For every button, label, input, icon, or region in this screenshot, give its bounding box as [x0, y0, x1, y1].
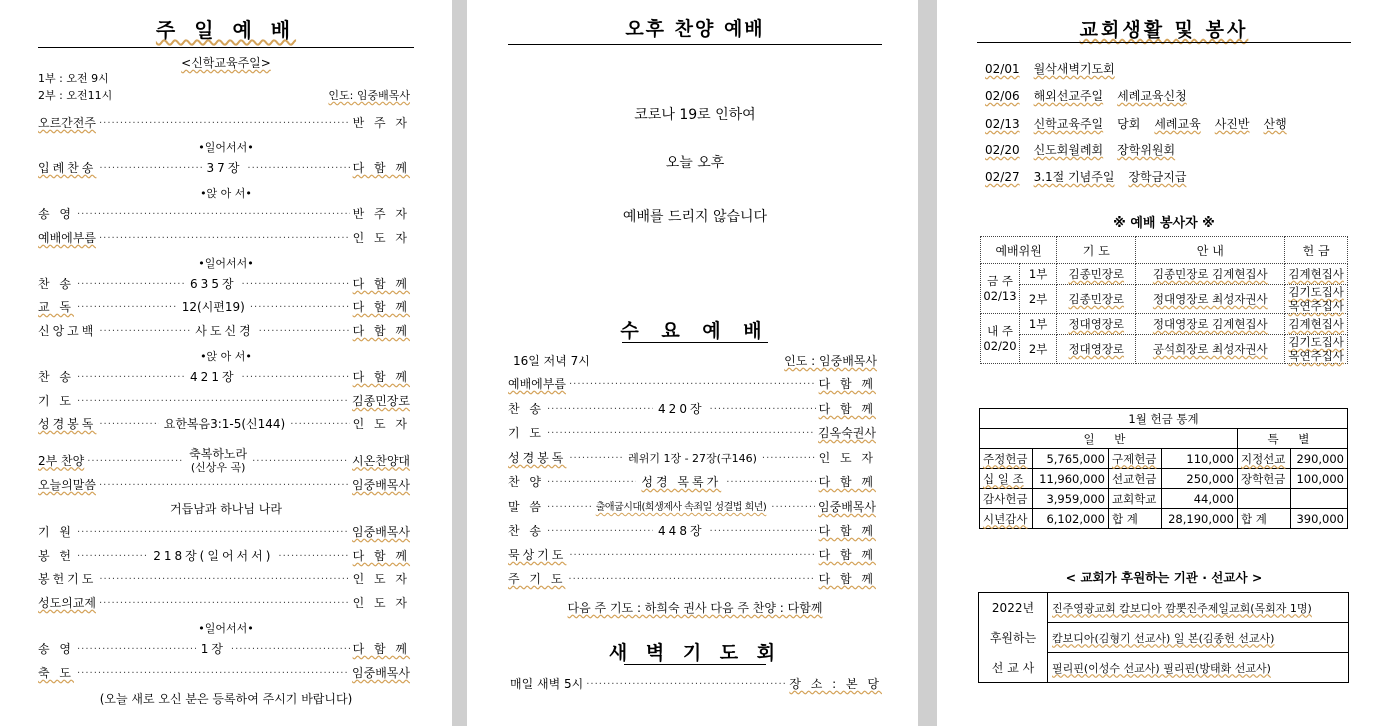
vol-header: 예배위원: [981, 237, 1057, 264]
table-row: [980, 449, 1348, 469]
order-item: 봉헌기도 ····· 인 도 자: [38, 572, 410, 587]
table-row: [980, 489, 1348, 509]
offering-cell: [1291, 489, 1348, 509]
offering-cell: 100,000: [1291, 469, 1348, 489]
posture-sit: •앉 아 서•: [200, 350, 252, 363]
order-item: 오르간전주 ····· 반 주 자: [38, 116, 410, 131]
offering-cell: 십 일 조: [980, 469, 1033, 489]
service-time-1: 1부 : 오전 9시: [38, 72, 109, 85]
order-item: 성경봉독 ····· 레위기 1장 - 27장(구146) ····· 인 도 자: [508, 451, 876, 466]
volunteers-table: [980, 236, 1348, 364]
title-rule: [977, 42, 1351, 43]
vol-cell: 2부: [1020, 285, 1057, 314]
table-row: [979, 653, 1349, 683]
offering-cell: 6,102,000: [1033, 509, 1109, 529]
vol-cell: 김기도집사 목연주집사: [1285, 335, 1348, 364]
special-header: 특 별: [1237, 429, 1347, 449]
wednesday-time: 16일 저녁 7시: [513, 354, 590, 368]
service-time-2: 2부 : 오전11시: [38, 89, 113, 102]
vol-cell: 김종민장로 김계현집사: [1136, 264, 1285, 285]
volunteers-title: ※ 예배 봉사자 ※: [1113, 216, 1215, 231]
support-text: 필리핀(이성수 선교사) 필리핀(방태화 선교사): [1048, 653, 1349, 683]
dawn-info: 매일 새벽 5시 ····· 장 소 : 본 당: [510, 677, 882, 692]
support-text: 진주영광교회 캄보디아 깜뽓진주제일교회(목회자 1명): [1048, 593, 1349, 623]
vol-cell: 2부: [1020, 335, 1057, 364]
offering-cell: 교회학교: [1108, 489, 1161, 509]
offering-cell: 44,000: [1162, 489, 1238, 509]
order-item: 찬 양 ····· 성경 목록가 ····· 다 함 께: [508, 475, 876, 490]
title-rule: [508, 44, 882, 45]
wednesday-leader: 인도 : 임중배목사: [784, 354, 877, 368]
table-row: [979, 623, 1349, 653]
vol-cell: 1부: [1020, 264, 1057, 285]
order-item: 성도의교제 ····· 인 도 자: [38, 596, 410, 611]
offering-cell: 구제헌금: [1108, 449, 1161, 469]
vol-cell: 정대영장로 최성자권사: [1136, 285, 1285, 314]
vol-cell: 정대영장로 김계현집사: [1136, 314, 1285, 335]
vol-header: 기 도: [1057, 237, 1136, 264]
offering-cell: [1237, 489, 1290, 509]
offering-cell: 110,000: [1162, 449, 1238, 469]
vol-cell: 공석희장로 최성자권사: [1136, 335, 1285, 364]
order-item: 교 독 ····· 12(시편19) ····· 다 함 께: [38, 300, 410, 315]
page-gap-2: [918, 0, 937, 726]
event-row: 02/27 3.1절 기념주일 장학금지급: [985, 170, 1187, 184]
vol-cell: 정대영장로: [1057, 314, 1136, 335]
title-rule: [624, 664, 766, 665]
support-label: 2022년: [979, 593, 1048, 623]
sunday-leader: 인도: 임중배목사: [328, 89, 410, 102]
vol-cell: 김종민장로: [1057, 264, 1136, 285]
offering-cell: 선교헌금: [1108, 469, 1161, 489]
offering-cell: 감사헌금: [980, 489, 1033, 509]
offering-cell: 합 계: [1237, 509, 1290, 529]
order-item: 예배에부름 ····· 다 함 께: [508, 377, 876, 392]
posture-sit: •앉 아 서•: [200, 187, 252, 200]
offering-cell: 250,000: [1162, 469, 1238, 489]
posture-stand: •일어서서•: [198, 141, 254, 154]
order-item: 입례찬송 ····· 37장 ····· 다 함 께: [38, 161, 410, 176]
order-item: 기 도 ····· 김옥숙권사: [508, 426, 876, 441]
order-item: 오늘의말씀 ····· 임중배목사: [38, 478, 410, 493]
order-item: 신앙고백 ····· 사도신경 ····· 다 함 께: [38, 324, 410, 339]
order-item: 송 영 ····· 1장 ····· 다 함 께: [38, 642, 410, 657]
vol-cell: 김종민장로: [1057, 285, 1136, 314]
sunday-subtitle: <신학교육주일>: [181, 56, 271, 70]
order-item: 묵상기도 ····· 다 함 께: [508, 548, 876, 563]
title-rule: [622, 342, 768, 343]
offering-cell: 5,765,000: [1033, 449, 1109, 469]
offering-cell: 3,959,000: [1033, 489, 1109, 509]
order-item: 찬 송 ····· 420장 ····· 다 함 께: [508, 402, 876, 417]
week-label: 금 주 02/13: [981, 264, 1020, 314]
vol-cell: 김계현집사: [1285, 314, 1348, 335]
order-item: 송 영 ····· 반 주 자: [38, 207, 410, 222]
order-item: 봉 헌 ····· 218장(일어서서) ····· 다 함 께: [38, 549, 410, 564]
vol-cell: 1부: [1020, 314, 1057, 335]
offering-cell: 390,000: [1291, 509, 1348, 529]
posture-stand: •일어서서•: [198, 622, 254, 635]
support-text: 캄보디아(김형기 선교사) 일 본(김종헌 선교사): [1048, 623, 1349, 653]
offering-cell: 장학헌금: [1237, 469, 1290, 489]
next-week-duty: 다음 주 기도 : 하희숙 권사 다음 주 찬양 : 다함께: [567, 601, 823, 615]
offering-cell: 합 계: [1108, 509, 1161, 529]
offering-title: 1월 헌금 통계: [980, 409, 1348, 429]
sermon-title: 거듭남과 하나님 나라: [170, 502, 282, 516]
table-row: [980, 509, 1348, 529]
life-title: 교회생활 및 봉사: [1079, 19, 1249, 41]
support-table: [978, 592, 1349, 683]
order-item: 기 원 ····· 임중배목사: [38, 525, 410, 540]
title-rule: [38, 47, 414, 48]
offering-cell: 290,000: [1291, 449, 1348, 469]
sunday-title: 주 일 예 배: [155, 18, 297, 42]
vol-cell: 김기도집사 목연주집사: [1285, 285, 1348, 314]
support-label: 후원하는: [979, 623, 1048, 653]
offering-cell: 지정선교: [1237, 449, 1290, 469]
general-header: 일 반: [980, 429, 1238, 449]
vol-cell: 김계현집사: [1285, 264, 1348, 285]
offering-cell: 11,960,000: [1033, 469, 1109, 489]
page-sunday-service: [0, 0, 452, 726]
wednesday-title: 수 요 예 배: [620, 320, 770, 342]
table-row: [979, 593, 1349, 623]
order-item: 찬 송 ····· 421장 ····· 다 함 께: [38, 370, 410, 385]
page-gap-1: [452, 0, 467, 726]
offering-cell: 주정헌금: [980, 449, 1033, 469]
event-row: 02/20 신도회월례회 장학위원회: [985, 143, 1176, 157]
offering-cell: 시년감사: [980, 509, 1033, 529]
order-item: 말 씀 ····· 출애굽시대(희생제사 속죄일 성결법 희년) ····· 임중배목사: [508, 500, 876, 515]
vol-cell: 정대영장로: [1057, 335, 1136, 364]
event-row: 02/13 신학교육주일 당회 세례교육 사진반 산행: [985, 117, 1287, 131]
support-title: < 교회가 후원하는 기관 · 선교사 >: [1065, 570, 1263, 585]
order-item: 성경봉독 ····· 요한복음3:1-5(신144) ····· 인 도 자: [38, 417, 410, 432]
order-item: 축 도 ····· 임중배목사: [38, 666, 410, 681]
order-item: 예배에부름 ····· 인 도 자: [38, 231, 410, 246]
afternoon-notice-3: 예배를 드리지 않습니다: [622, 209, 768, 225]
week-label: 내 주 02/20: [981, 314, 1020, 364]
dawn-title: 새 벽 기 도 회: [608, 642, 782, 664]
vol-header: 안 내: [1136, 237, 1285, 264]
order-item: 주 기 도 ····· 다 함 께: [508, 572, 876, 587]
support-label: 선 교 사: [979, 653, 1048, 683]
offering-table: [979, 408, 1348, 529]
offering-cell: 28,190,000: [1162, 509, 1238, 529]
sunday-footer: (오늘 새로 오신 분은 등록하여 주시기 바랍니다): [99, 692, 353, 706]
vol-header: 헌 금: [1285, 237, 1348, 264]
order-item: 2부 찬양 ····· 축복하노라 (신상우 곡) ····· 시온찬양대: [38, 448, 410, 474]
page-midweek-service: [467, 0, 918, 726]
table-row: [980, 469, 1348, 489]
order-item: 찬 송 ····· 448장 ····· 다 함 께: [508, 524, 876, 539]
order-item: 기 도 ····· 김종민장로: [38, 394, 410, 409]
posture-stand: •일어서서•: [198, 257, 254, 270]
afternoon-title: 오후 찬양 예배: [625, 18, 765, 40]
afternoon-notice-1: 코로나 19로 인하여: [634, 107, 756, 123]
event-row: 02/01 월삭새벽기도회: [985, 62, 1115, 76]
page-church-life: [937, 0, 1389, 726]
afternoon-notice-2: 오늘 오후: [665, 155, 725, 171]
order-item: 찬 송 ····· 635장 ····· 다 함 께: [38, 277, 410, 292]
event-row: 02/06 해외선교주일 세례교육신청: [985, 89, 1187, 103]
